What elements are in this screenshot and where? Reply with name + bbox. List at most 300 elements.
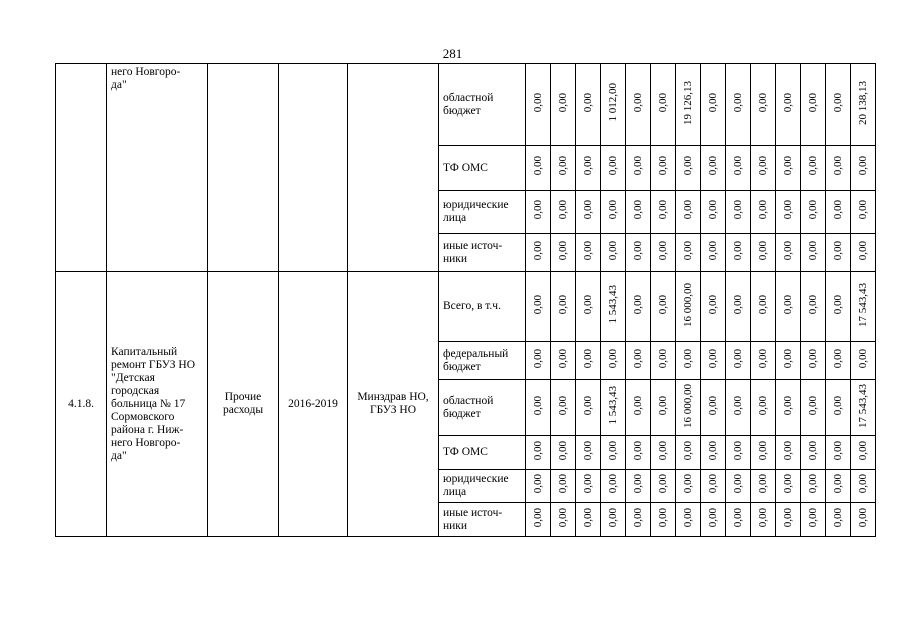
value-text: 0,00 [782,395,794,416]
value-cell [651,503,676,537]
funding-source-cell [439,64,526,146]
funding-source-cell-text: федеральный бюджет [443,347,509,373]
value-cell [776,380,801,436]
value-cell [601,380,626,436]
value-text: 0,00 [832,294,844,315]
value-text: 0,00 [732,440,744,461]
value-text: 0,00 [807,200,819,220]
value-cell [701,234,726,272]
value-text: 0,00 [807,440,819,461]
value-text: 0,00 [632,474,644,494]
value-cell [751,380,776,436]
value-cell [701,342,726,380]
value-cell [826,64,851,146]
value-text: 0,00 [632,395,644,416]
value-text: 0,00 [557,92,569,113]
value-cell [826,503,851,537]
value-cell [576,470,601,503]
value-text: 0,00 [557,240,569,261]
value-cell [601,272,626,342]
value-cell [676,64,701,146]
value-text: 0,00 [757,156,769,176]
value-cell [776,234,801,272]
value-text: 0,00 [682,240,694,261]
table-row [56,272,876,342]
value-text: 16 000,00 [682,383,694,428]
value-cell [626,64,651,146]
value-cell [676,380,701,436]
value-text: 0,00 [782,200,794,220]
value-text: 0,00 [632,348,644,369]
value-text: 16 000,00 [682,282,694,327]
value-cell [801,380,826,436]
value-cell [626,272,651,342]
value-text: 17 543,43 [857,383,869,428]
value-text: 0,00 [857,474,869,494]
value-cell [551,191,576,234]
value-text: 0,00 [632,440,644,461]
value-cell [601,234,626,272]
value-text: 0,00 [707,156,719,176]
value-text: 0,00 [582,507,594,528]
value-text: 0,00 [707,92,719,113]
value-cell [826,146,851,191]
value-text: 0,00 [757,507,769,528]
value-text: 0,00 [532,240,544,261]
expense-type-cell [208,272,279,537]
value-text: 19 126,13 [682,80,694,125]
value-cell [701,191,726,234]
item-name-cell-text: Капитальный ремонт ГБУЗ НО "Детская городская больница № 17 Сормовского района г. Ниж- него Новгоро- да" [111,345,196,462]
funding-source-cell [439,272,526,342]
value-cell [576,342,601,380]
value-cell [576,146,601,191]
value-cell [676,436,701,470]
value-text: 0,00 [532,200,544,220]
value-cell [651,191,676,234]
value-text: 20 138,13 [857,80,869,125]
funding-source-cell-text: ТФ ОМС [443,446,488,458]
funding-source-cell [439,234,526,272]
value-text: 0,00 [582,348,594,369]
expense-type-cell-text: Прочие расходы [222,391,264,416]
value-text: 0,00 [832,440,844,461]
value-text: 0,00 [557,440,569,461]
funding-source-cell-text: ТФ ОМС [443,161,488,174]
funding-source-cell [439,470,526,503]
value-cell [626,342,651,380]
value-cell [626,503,651,537]
value-cell [526,470,551,503]
value-cell [851,272,876,342]
value-cell [726,272,751,342]
value-cell [826,470,851,503]
table-row [56,64,876,146]
value-cell [551,342,576,380]
value-cell [751,342,776,380]
value-text: 0,00 [582,200,594,220]
funding-source-cell [439,342,526,380]
value-cell [701,146,726,191]
funding-source-cell-text: иные источ- ники [443,506,503,532]
value-text: 0,00 [857,200,869,220]
value-text: 0,00 [782,240,794,261]
value-text: 0,00 [757,440,769,461]
funding-source-cell-text: областной бюджет [443,394,494,420]
value-text: 0,00 [782,507,794,528]
value-text: 0,00 [782,348,794,369]
value-cell [651,146,676,191]
value-cell [776,272,801,342]
value-cell [801,64,826,146]
value-text: 0,00 [857,440,869,461]
value-cell [751,234,776,272]
value-cell [851,470,876,503]
value-cell [551,436,576,470]
value-text: 0,00 [532,440,544,461]
value-cell [726,191,751,234]
value-text: 0,00 [732,507,744,528]
executor-cell [348,64,439,272]
funding-source-cell [439,191,526,234]
value-text: 0,00 [732,395,744,416]
value-text: 0,00 [582,440,594,461]
item-number-cell [56,64,107,272]
value-cell [726,470,751,503]
value-cell [726,64,751,146]
value-cell [776,503,801,537]
value-text: 0,00 [657,395,669,416]
value-text: 0,00 [657,156,669,176]
value-cell [801,436,826,470]
value-text: 0,00 [857,156,869,176]
value-text: 0,00 [557,507,569,528]
value-text: 0,00 [532,348,544,369]
value-text: 0,00 [582,240,594,261]
value-text: 0,00 [582,395,594,416]
value-cell [676,342,701,380]
value-text: 0,00 [807,348,819,369]
funding-source-cell [439,436,526,470]
value-cell [526,272,551,342]
value-text: 0,00 [732,474,744,494]
value-text: 0,00 [557,395,569,416]
value-text: 0,00 [832,395,844,416]
item-name-cell-text: него Новгоро- да" [111,66,181,91]
executor-cell-text: Минздрав НО, ГБУЗ НО [357,391,429,416]
value-text: 0,00 [632,92,644,113]
value-cell [851,191,876,234]
value-text: 0,00 [782,474,794,494]
value-cell [601,342,626,380]
value-cell [801,191,826,234]
value-cell [801,503,826,537]
value-cell [626,470,651,503]
value-text: 0,00 [807,474,819,494]
value-cell [701,272,726,342]
value-cell [726,503,751,537]
value-cell [776,146,801,191]
value-text: 0,00 [557,200,569,220]
value-cell [551,272,576,342]
value-text: 0,00 [732,240,744,261]
value-cell [651,436,676,470]
value-cell [751,436,776,470]
value-text: 0,00 [732,348,744,369]
value-text: 0,00 [782,294,794,315]
value-cell [651,64,676,146]
value-cell [826,191,851,234]
value-cell [826,272,851,342]
value-text: 0,00 [607,200,619,220]
value-text: 0,00 [532,92,544,113]
value-text: 0,00 [532,294,544,315]
value-cell [551,380,576,436]
value-text: 0,00 [807,156,819,176]
value-cell [601,64,626,146]
funding-source-cell-text: юридические лица [443,473,509,498]
value-text: 0,00 [557,474,569,494]
value-text: 0,00 [632,507,644,528]
value-text: 0,00 [607,348,619,369]
value-cell [851,436,876,470]
value-cell [626,234,651,272]
value-cell [551,503,576,537]
period-cell-text: 2016-2019 [288,397,338,410]
value-cell [826,380,851,436]
value-text: 0,00 [782,156,794,176]
value-text: 0,00 [732,294,744,315]
value-text: 0,00 [757,474,769,494]
value-cell [676,470,701,503]
item-name-cell [107,64,208,272]
value-cell [626,380,651,436]
value-cell [751,503,776,537]
value-cell [526,191,551,234]
value-cell [776,470,801,503]
value-cell [551,470,576,503]
value-cell [676,272,701,342]
funding-source-cell [439,503,526,537]
value-text: 0,00 [532,507,544,528]
value-cell [701,64,726,146]
value-text: 0,00 [757,200,769,220]
value-cell [626,191,651,234]
funding-source-cell-text: областной бюджет [443,91,494,117]
value-cell [701,436,726,470]
value-text: 0,00 [682,474,694,494]
value-cell [726,146,751,191]
value-cell [751,470,776,503]
value-cell [526,342,551,380]
value-cell [701,470,726,503]
value-text: 0,00 [607,474,619,494]
value-cell [551,146,576,191]
value-text: 1 543,43 [607,285,619,324]
value-text: 0,00 [532,156,544,176]
value-cell [651,272,676,342]
funding-source-cell-text: Всего, в т.ч. [443,300,501,312]
value-text: 0,00 [657,440,669,461]
value-text: 0,00 [557,156,569,176]
value-cell [851,503,876,537]
value-cell [801,470,826,503]
value-text: 0,00 [657,240,669,261]
value-text: 0,00 [607,440,619,461]
expense-type-cell [208,64,279,272]
value-text: 0,00 [607,507,619,528]
funding-source-cell-text: юридические лица [443,199,509,224]
value-text: 0,00 [832,240,844,261]
value-cell [751,146,776,191]
value-cell [651,380,676,436]
value-cell [801,234,826,272]
value-cell [826,234,851,272]
value-text: 0,00 [757,294,769,315]
value-text: 0,00 [707,200,719,220]
value-cell [651,342,676,380]
value-cell [576,380,601,436]
funding-source-cell [439,146,526,191]
value-text: 0,00 [832,156,844,176]
value-text: 0,00 [582,92,594,113]
value-text: 0,00 [657,200,669,220]
value-cell [601,191,626,234]
value-cell [751,272,776,342]
value-cell [776,64,801,146]
value-cell [726,342,751,380]
value-cell [751,191,776,234]
value-cell [576,191,601,234]
value-cell [776,191,801,234]
value-cell [776,436,801,470]
period-cell [279,272,348,537]
value-text: 0,00 [682,507,694,528]
value-text: 0,00 [582,294,594,315]
value-text: 0,00 [632,240,644,261]
value-cell [801,342,826,380]
value-text: 0,00 [657,92,669,113]
budget-table [55,63,876,537]
funding-source-cell [439,380,526,436]
value-cell [851,342,876,380]
period-cell [279,64,348,272]
value-cell [851,64,876,146]
value-cell [576,64,601,146]
value-cell [676,191,701,234]
value-text: 0,00 [657,348,669,369]
value-text: 0,00 [632,294,644,315]
value-cell [851,380,876,436]
value-text: 0,00 [607,240,619,261]
value-text: 0,00 [682,440,694,461]
value-text: 0,00 [857,240,869,261]
funding-source-cell-text: иные источ- ники [443,239,503,265]
value-text: 0,00 [707,507,719,528]
value-cell [676,146,701,191]
value-cell [851,146,876,191]
value-text: 0,00 [757,348,769,369]
value-cell [676,503,701,537]
value-text: 0,00 [807,395,819,416]
item-number-cell-text: 4.1.8. [68,397,94,410]
value-text: 1 012,00 [607,83,619,122]
value-text: 0,00 [807,507,819,528]
value-text: 0,00 [682,156,694,176]
value-cell [526,380,551,436]
value-text: 0,00 [557,294,569,315]
value-text: 0,00 [657,474,669,494]
value-cell [776,342,801,380]
value-text: 0,00 [707,474,719,494]
value-text: 0,00 [707,440,719,461]
value-cell [576,436,601,470]
value-text: 0,00 [832,92,844,113]
value-cell [601,146,626,191]
value-text: 0,00 [782,440,794,461]
value-text: 0,00 [832,348,844,369]
value-text: 0,00 [607,156,619,176]
item-name-cell [107,272,208,537]
value-cell [801,146,826,191]
value-cell [751,64,776,146]
value-text: 0,00 [707,348,719,369]
value-text: 0,00 [857,348,869,369]
value-text: 17 543,43 [857,282,869,327]
value-text: 1 543,43 [607,386,619,425]
value-text: 0,00 [832,474,844,494]
value-cell [651,470,676,503]
value-cell [601,470,626,503]
value-text: 0,00 [532,395,544,416]
value-text: 0,00 [707,395,719,416]
value-cell [601,503,626,537]
value-text: 0,00 [782,92,794,113]
value-cell [676,234,701,272]
value-text: 0,00 [682,348,694,369]
value-text: 0,00 [832,507,844,528]
value-cell [526,436,551,470]
value-text: 0,00 [532,474,544,494]
value-text: 0,00 [757,240,769,261]
item-number-cell [56,272,107,537]
value-cell [726,234,751,272]
value-cell [801,272,826,342]
value-text: 0,00 [807,92,819,113]
value-text: 0,00 [657,294,669,315]
value-cell [651,234,676,272]
value-cell [826,436,851,470]
value-text: 0,00 [807,240,819,261]
value-cell [551,64,576,146]
value-cell [526,234,551,272]
value-text: 0,00 [557,348,569,369]
value-text: 0,00 [632,156,644,176]
value-cell [526,146,551,191]
value-cell [551,234,576,272]
value-cell [576,503,601,537]
value-cell [601,436,626,470]
value-text: 0,00 [732,156,744,176]
value-cell [526,503,551,537]
value-text: 0,00 [807,294,819,315]
value-cell [526,64,551,146]
value-cell [851,234,876,272]
value-cell [576,234,601,272]
value-cell [626,146,651,191]
value-text: 0,00 [732,92,744,113]
value-cell [701,503,726,537]
